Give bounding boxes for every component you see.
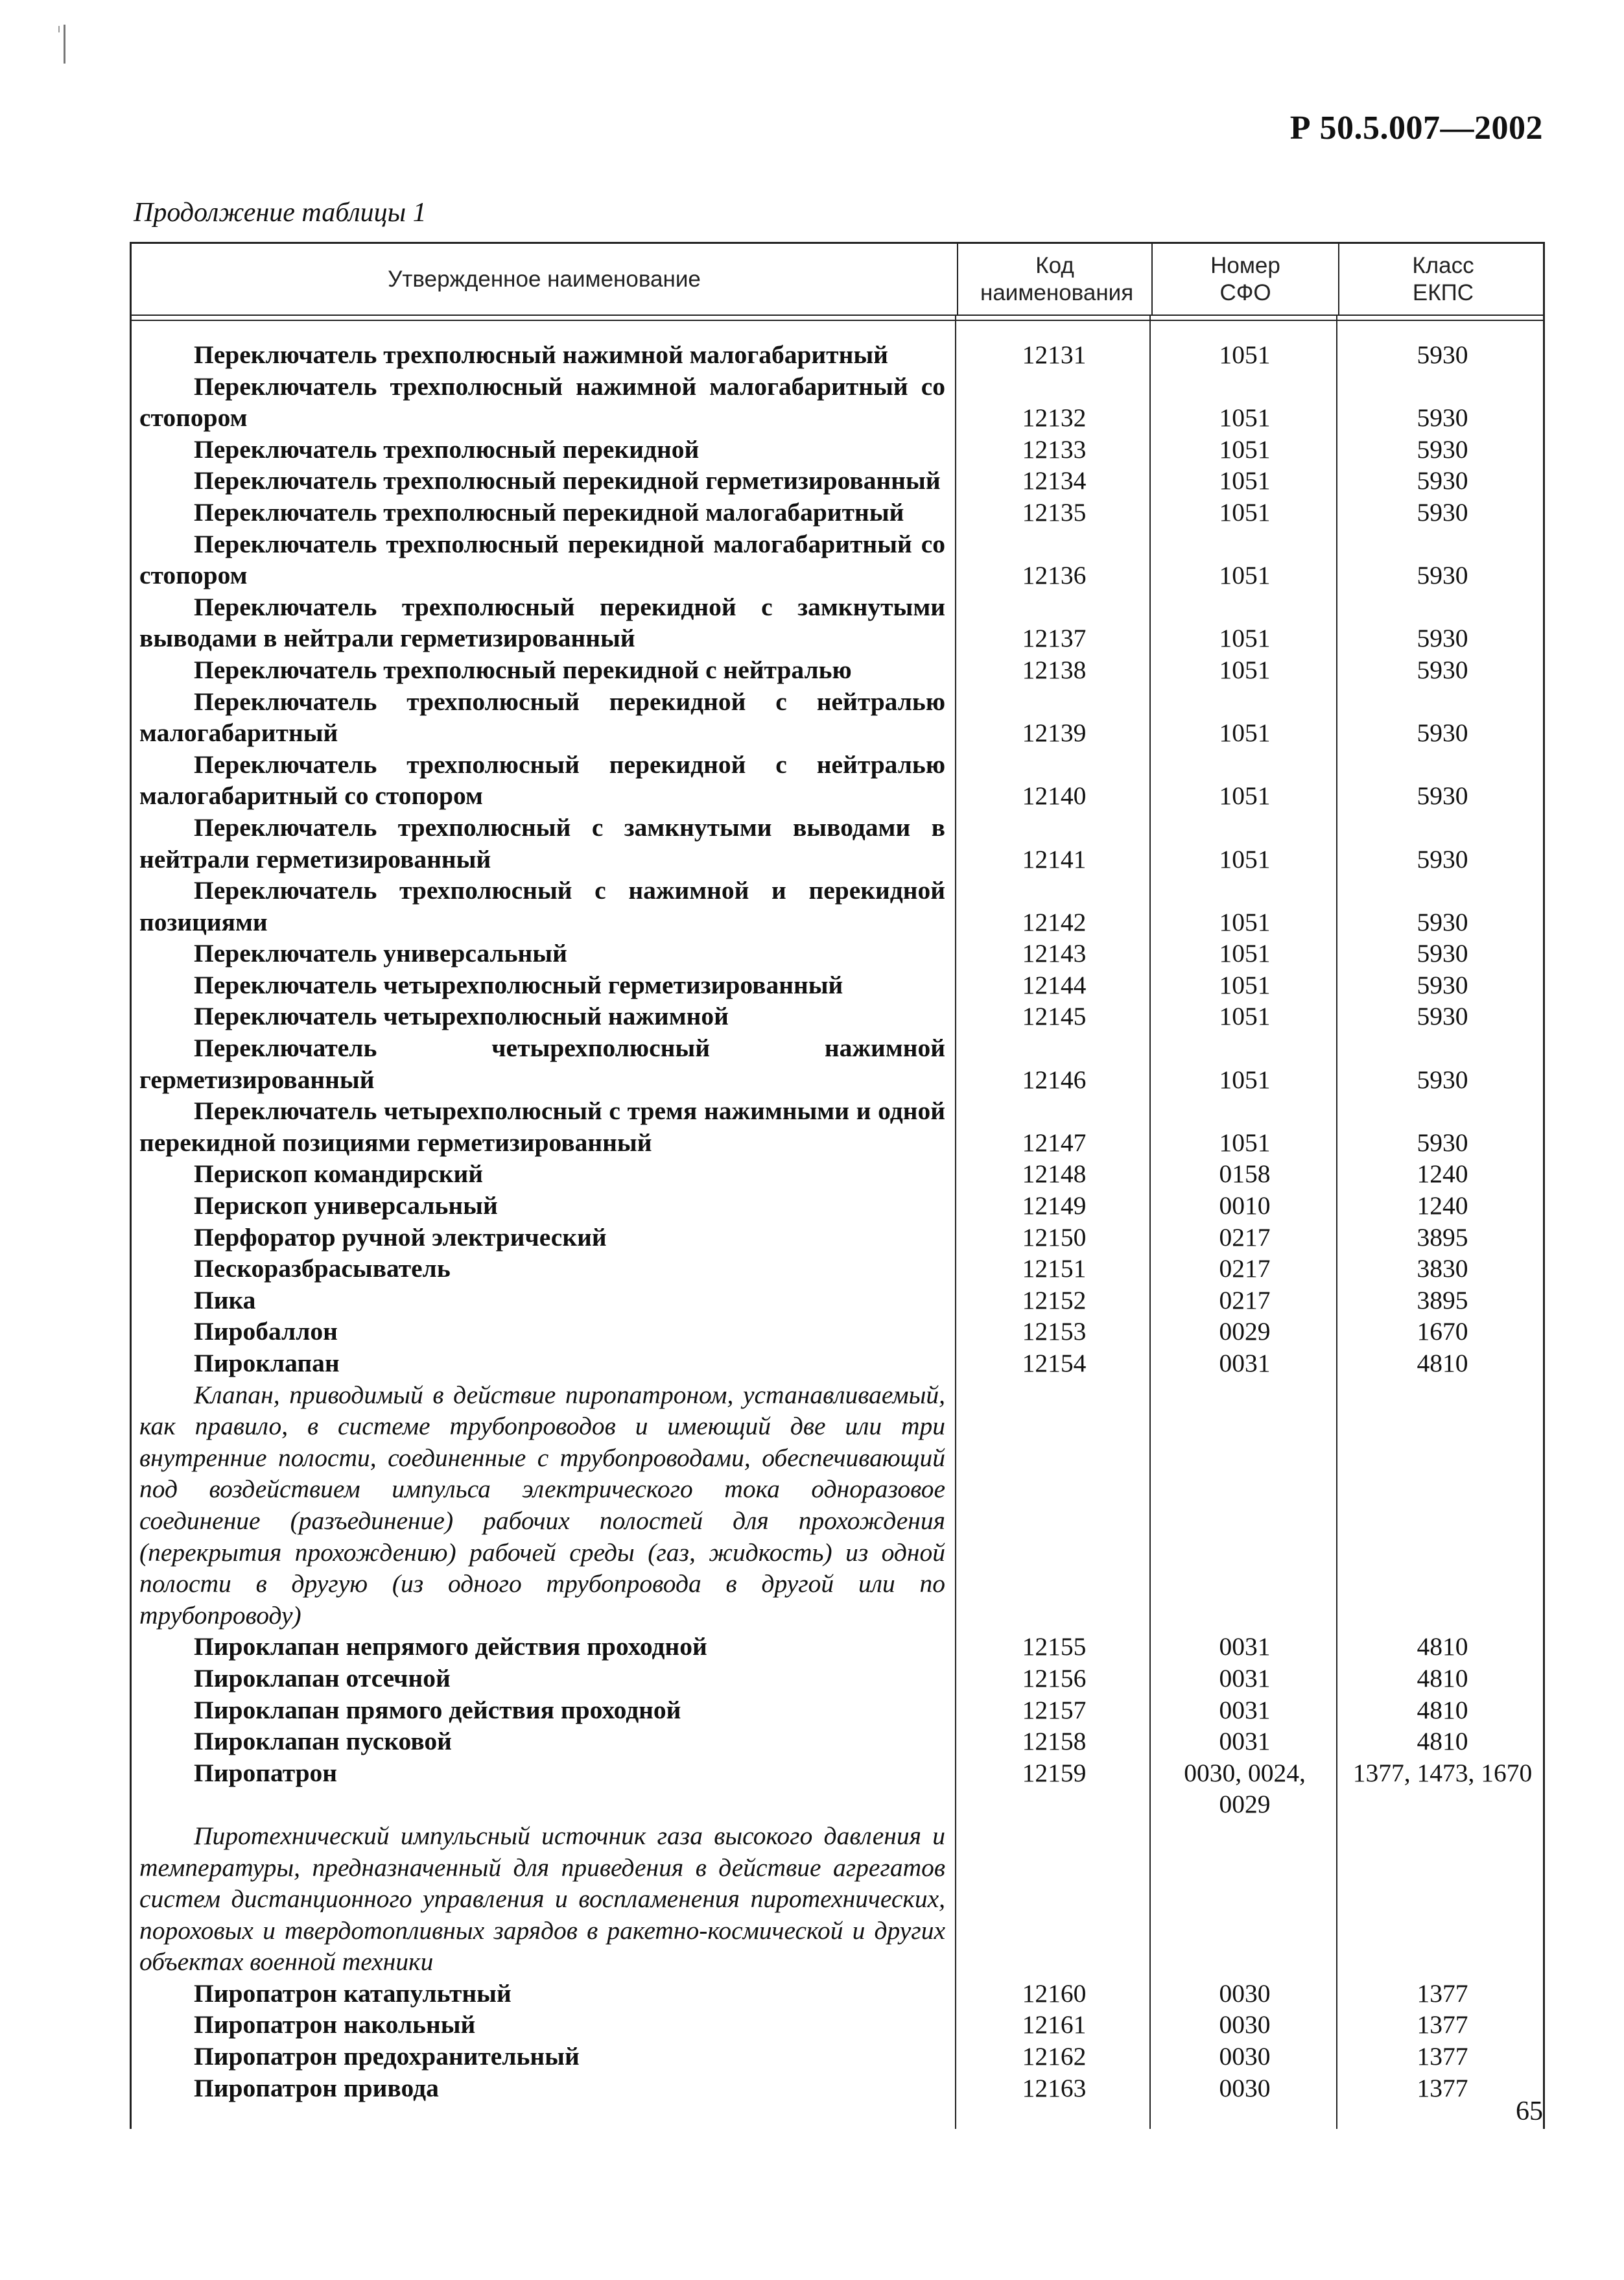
cell-sfo: 0030 [1219,2073,1271,2102]
scan-artifact [58,26,60,32]
cell-code: 12143 [1022,939,1087,968]
header-sfo [1151,244,1338,315]
header-code-text: Код наименования [980,252,1134,305]
page-number: 65 [1516,2096,1543,2126]
table-row [132,1694,1543,1726]
table-header [130,242,1545,315]
table-row [132,528,1543,591]
cell-code: 12150 [1022,1222,1087,1252]
cell-ekps: 5930 [1417,1128,1468,1157]
approved-name: Переключатель трехполюсный с нажимной и перекидной позициями [139,876,945,936]
approved-name: Переключатель четырехполюсный нажимной [194,1002,729,1031]
cell-sfo: 0030 [1219,1978,1271,2008]
cell-ekps: 4810 [1417,1695,1468,1724]
cell-ekps: 1377 [1417,2042,1468,2071]
table-row [132,654,1543,686]
table-row [132,2041,1543,2072]
approved-name: Перископ универсальный [194,1191,498,1220]
cell-ekps: 3895 [1417,1285,1468,1314]
table-row [132,1253,1543,1285]
cell-ekps: 1670 [1417,1317,1468,1346]
approved-name: Пиропатрон предохранительный [194,2042,580,2071]
cell-sfo: 1051 [1219,1128,1271,1157]
cell-code: 12147 [1022,1128,1087,1157]
approved-name: Пиропатрон привода [194,2073,439,2102]
approved-name: Переключатель трехполюсный перекидной [194,434,700,464]
cell-code: 12154 [1022,1349,1087,1377]
table-row [132,591,1543,654]
approved-name: Переключатель трехполюсный перекидной герметизированный [194,466,941,495]
column-divider [1149,321,1151,2129]
cell-code: 12163 [1022,2073,1087,2102]
table-row [132,749,1543,812]
cell-ekps: 1377, 1473, 1670 [1352,1758,1533,1787]
column-divider [955,321,956,2129]
header-name: Утвержденное наименование [388,266,701,292]
cell-ekps: 5930 [1417,466,1468,495]
cell-sfo: 0217 [1219,1285,1271,1314]
cell-code: 12139 [1022,718,1087,748]
cell-code: 12158 [1022,1727,1087,1756]
approved-name: Перископ командирский [194,1159,484,1189]
names-table [130,242,1545,2129]
table-row [132,1222,1543,1253]
cell-ekps: 5930 [1417,340,1468,369]
cell-code: 12137 [1022,624,1087,653]
cell-code: 12131 [1022,340,1087,369]
cell-ekps: 1377 [1417,1978,1468,2008]
table-row [132,1190,1543,1222]
cell-sfo: 0031 [1219,1727,1271,1756]
cell-ekps: 5930 [1417,1065,1468,1094]
cell-ekps: 5930 [1417,655,1468,684]
cell-ekps: 5930 [1417,970,1468,999]
approved-name: Пироклапан отсечной [194,1663,451,1692]
cell-code: 12146 [1022,1065,1087,1094]
cell-code: 12134 [1022,466,1087,495]
cell-code: 12145 [1022,1002,1087,1031]
approved-name: Переключатель трехполюсный перекидной малогабаритный со стопором [139,529,945,590]
cell-sfo: 1051 [1219,624,1271,653]
table-row [132,1095,1543,1158]
definition-row [132,1379,1543,1632]
cell-code: 12138 [1022,655,1087,684]
approved-name: Переключатель четырехполюсный нажимной герметизированный [139,1034,945,1094]
definition-text: Пиротехнический импульсный источник газа высокого давления и температуры, предназначенный для приведения в действие агрегатов систем дистанционного управления и воспламенения пиротехнических, пороховых и твердотопливных зарядов в ракетно-космической и других объектах военной техники [139,1821,945,1977]
cell-sfo: 1051 [1219,844,1271,873]
cell-ekps: 1240 [1417,1159,1468,1189]
cell-code: 12155 [1022,1632,1087,1661]
cell-ekps: 5930 [1417,403,1468,433]
table-row [132,1158,1543,1190]
approved-name: Переключатель четырехполюсный с тремя нажимными и одной перекидной позициями герметизированный [139,1097,945,1157]
column-divider [1336,321,1337,2129]
table-row [132,938,1543,969]
table-row [132,2009,1543,2041]
cell-code: 12132 [1022,403,1087,433]
header-separator [130,315,1545,321]
table-row [132,465,1543,497]
scan-artifact [64,25,65,64]
definition-text: Клапан, приводимый в действие пиропатроном, устанавливаемый, как правило, в системе трубопроводов и имеющий две или три внутренние полости, соединенные с трубопроводами, обеспечивающий под воздействием импульса электрического тока одноразовое соединение (разъединение) рабочих полостей для прохождения (перекрытия прохождению) рабочей среды (газ, жидкость) из одной полости в другую (из одного трубопровода в другой или по трубопроводу) [139,1380,945,1630]
approved-name: Пиропатрон [194,1758,338,1787]
table-row [132,2072,1543,2104]
approved-name: Переключатель трехполюсный нажимной малогабаритный со стопором [139,372,945,433]
cell-ekps: 5930 [1417,497,1468,527]
cell-ekps: 4810 [1417,1632,1468,1661]
cell-ekps [1338,1820,1547,1978]
approved-name: Пиропатрон накольный [194,2010,476,2039]
approved-name: Переключатель трехполюсный перекидной с нейтралью малогабаритный со стопором [139,750,945,811]
approved-name: Переключатель трехполюсный перекидной с нейтралью малогабаритный [139,687,945,748]
cell-ekps: 5930 [1417,781,1468,811]
table-body [130,321,1545,2129]
approved-name: Пиропатрон катапультный [194,1978,512,2008]
cell-sfo: 0010 [1219,1191,1271,1220]
cell-sfo: 1051 [1219,718,1271,748]
cell-sfo [1151,1820,1338,1978]
approved-name: Переключатель трехполюсный перекидной с нейтралью [194,655,852,684]
cell-ekps: 3895 [1417,1222,1468,1252]
table-continuation-caption: Продолжение таблицы 1 [134,198,427,228]
cell-sfo: 1051 [1219,781,1271,811]
cell-sfo: 0031 [1219,1663,1271,1692]
approved-name: Переключатель трехполюсный перекидной малогабаритный [194,497,904,527]
cell-ekps: 4810 [1417,1349,1468,1377]
approved-name: Переключатель трехполюсный с замкнутыми выводами в нейтрали герметизированный [139,813,945,873]
table-row [132,1726,1543,1757]
table-row [132,371,1543,434]
cell-code: 12162 [1022,2042,1087,2071]
cell-code: 12159 [1022,1758,1087,1787]
cell-ekps: 5930 [1417,624,1468,653]
cell-sfo: 1051 [1219,970,1271,999]
table-row [132,1285,1543,1316]
cell-sfo: 1051 [1219,497,1271,527]
approved-name: Переключатель четырехполюсный герметизированный [194,970,843,999]
cell-ekps: 1377 [1417,2073,1468,2102]
table-row [132,969,1543,1001]
cell-code: 12141 [1022,844,1087,873]
cell-ekps: 4810 [1417,1663,1468,1692]
cell-sfo: 0031 [1219,1695,1271,1724]
cell-code: 12156 [1022,1663,1087,1692]
cell-code: 12140 [1022,781,1087,811]
cell-sfo: 0158 [1219,1159,1271,1189]
cell-ekps: 1377 [1417,2010,1468,2039]
approved-name: Пироклапан непрямого действия проходной [194,1632,707,1661]
cell-code: 12144 [1022,970,1087,999]
table-row [132,1032,1543,1095]
cell-code: 12136 [1022,561,1087,590]
approved-name: Пика [194,1285,256,1314]
table-row [132,875,1543,938]
cell-ekps [1338,1379,1547,1632]
table-row [132,1631,1543,1663]
cell-sfo: 1051 [1219,1065,1271,1094]
cell-code: 12161 [1022,2010,1087,2039]
approved-name: Перфоратор ручной электрический [194,1222,607,1252]
cell-sfo: 0217 [1219,1254,1271,1283]
header-ekps [1338,244,1547,315]
cell-ekps: 5930 [1417,561,1468,590]
table-row [132,1978,1543,2010]
table-row [132,339,1543,371]
cell-code: 12148 [1022,1159,1087,1189]
cell-ekps: 3830 [1417,1254,1468,1283]
header-code [957,244,1151,315]
cell-ekps: 5930 [1417,844,1468,873]
approved-name: Пироклапан [194,1349,340,1377]
table-row [132,1663,1543,1694]
approved-name: Переключатель универсальный [194,939,567,968]
cell-ekps: 4810 [1417,1727,1468,1756]
cell-sfo: 0217 [1219,1222,1271,1252]
table-row [132,812,1543,875]
cell-sfo: 1051 [1219,466,1271,495]
cell-sfo: 1051 [1219,655,1271,684]
approved-name: Переключатель трехполюсный нажимной малогабаритный [194,340,888,369]
cell-sfo: 1051 [1219,1002,1271,1031]
cell-code [957,1379,1151,1632]
cell-sfo: 0031 [1219,1632,1271,1661]
definition-row [132,1820,1543,1978]
header-ekps-text: Класс ЕКПС [1412,252,1474,305]
cell-sfo: 1051 [1219,434,1271,464]
approved-name: Переключатель трехполюсный перекидной с замкнутыми выводами в нейтрали герметизированный [139,592,945,653]
cell-sfo: 1051 [1219,340,1271,369]
document-code: Р 50.5.007—2002 [1289,110,1543,147]
cell-code [957,1820,1151,1978]
cell-code: 12160 [1022,1978,1087,2008]
cell-ekps: 5930 [1417,939,1468,968]
cell-ekps: 5930 [1417,434,1468,464]
cell-sfo: 0030 [1219,2010,1271,2039]
cell-ekps: 1240 [1417,1191,1468,1220]
table-row [132,1348,1543,1379]
cell-code: 12153 [1022,1317,1087,1346]
cell-sfo: 1051 [1219,907,1271,936]
table-row [132,1001,1543,1032]
approved-name: Пескоразбрасыватель [194,1254,451,1283]
table-row [132,1316,1543,1348]
table-row [132,1757,1543,1820]
cell-code: 12152 [1022,1285,1087,1314]
cell-sfo: 0030 [1219,2042,1271,2071]
approved-name: Пироклапан прямого действия проходной [194,1695,681,1724]
cell-ekps: 5930 [1417,907,1468,936]
cell-sfo: 1051 [1219,561,1271,590]
table-row [132,686,1543,749]
cell-sfo: 1051 [1219,939,1271,968]
table-row [132,497,1543,528]
cell-ekps: 5930 [1417,1002,1468,1031]
cell-sfo: 0031 [1219,1349,1271,1377]
approved-name: Пироклапан пусковой [194,1727,452,1756]
cell-code: 12133 [1022,434,1087,464]
table-row [132,434,1543,466]
cell-sfo: 0030, 0024, 0029 [1184,1758,1306,1819]
cell-code: 12135 [1022,497,1087,527]
header-sfo-text: Номер СФО [1210,252,1280,305]
cell-code: 12142 [1022,907,1087,936]
cell-ekps: 5930 [1417,718,1468,748]
cell-sfo: 1051 [1219,403,1271,433]
cell-sfo: 0029 [1219,1317,1271,1346]
cell-sfo [1151,1379,1338,1632]
approved-name: Пиробаллон [194,1317,338,1346]
cell-code: 12157 [1022,1695,1087,1724]
cell-code: 12149 [1022,1191,1087,1220]
cell-code: 12151 [1022,1254,1087,1283]
